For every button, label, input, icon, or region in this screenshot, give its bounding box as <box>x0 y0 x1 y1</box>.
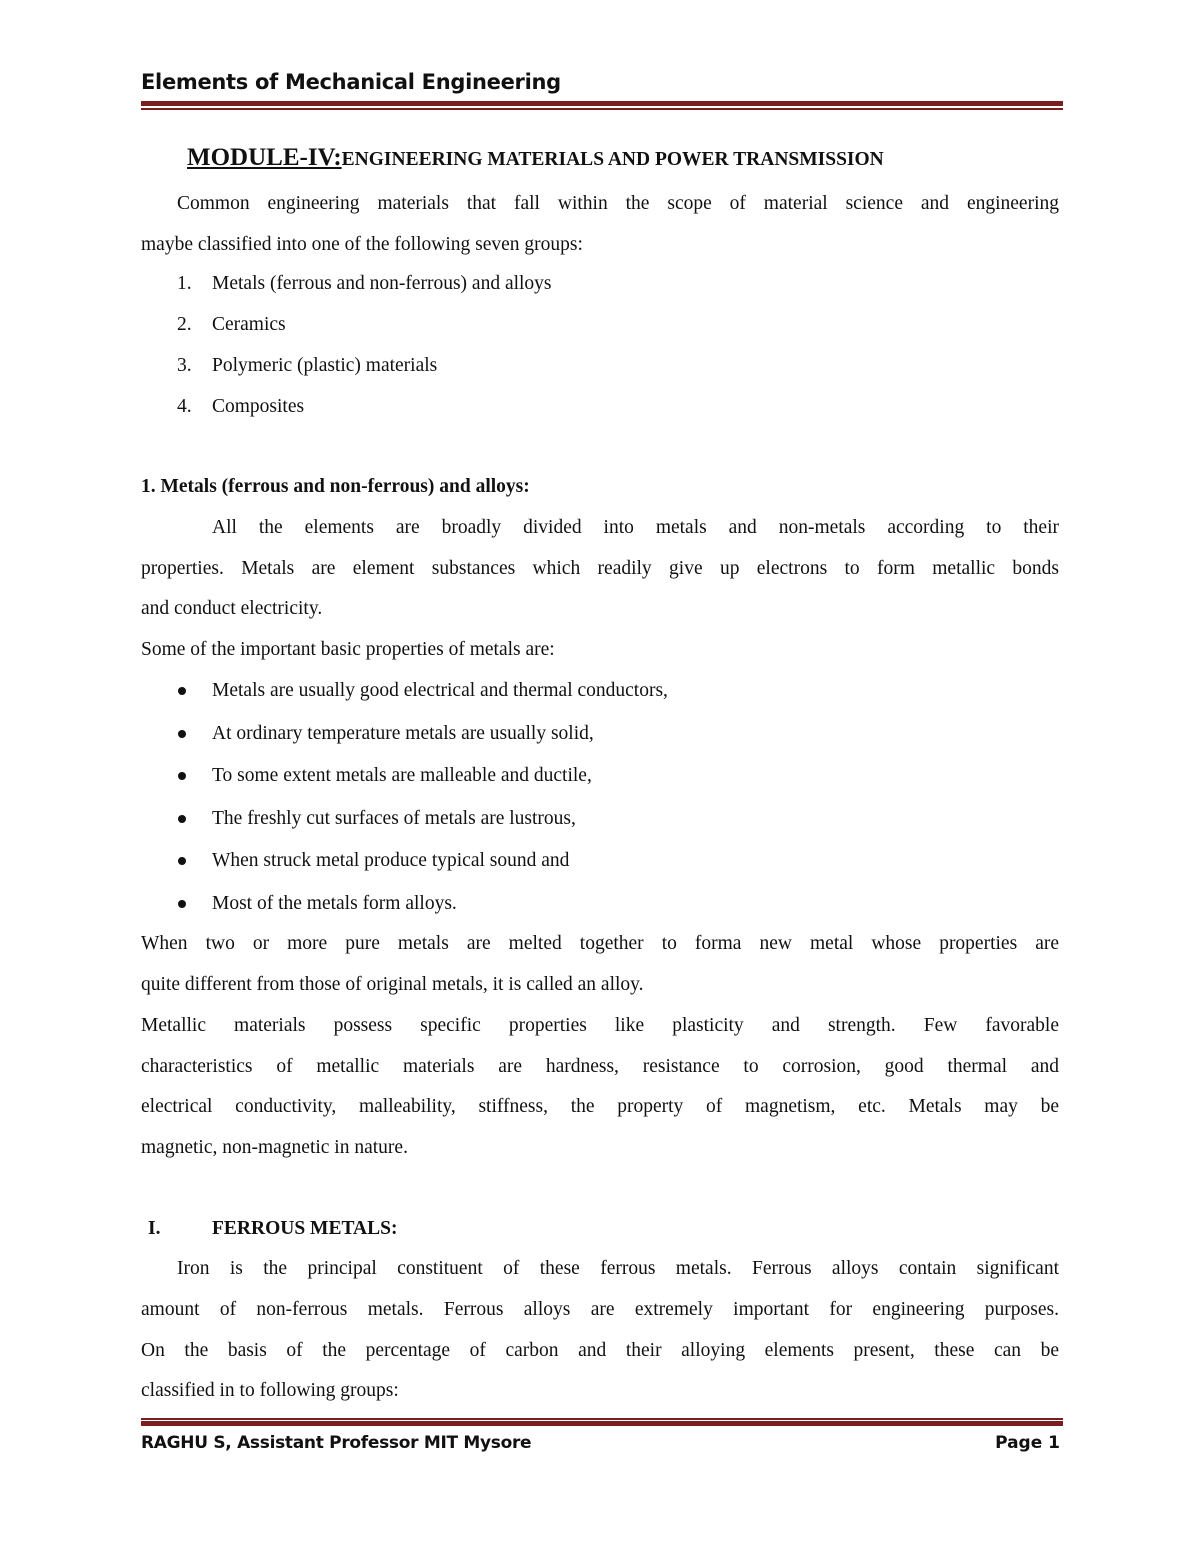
paragraph-line: magnetic, non-magnetic in nature. <box>141 1137 408 1158</box>
header-rule-thin <box>141 108 1063 110</box>
group-number: 4. <box>177 396 192 417</box>
paragraph-line: Metallic materials possess specific properties like plasticity and strength. Few favorable <box>141 1015 1059 1036</box>
footer-rule <box>141 1421 1063 1426</box>
list-item: Metals are usually good electrical and thermal conductors, <box>212 680 668 701</box>
paragraph-line: properties. Metals are element substances which readily give up electrons to form metallic bonds <box>141 558 1059 579</box>
paragraph-line: electrical conductivity, malleability, stiffness, the property of magnetism, etc. Metals may be <box>141 1096 1059 1117</box>
paragraph-line: classified in to following groups: <box>141 1380 399 1401</box>
list-item: When struck metal produce typical sound and <box>212 850 570 871</box>
group-number: 1. <box>177 273 192 294</box>
group-item: Metals (ferrous and non-ferrous) and alloys <box>212 273 552 294</box>
bullet-icon <box>178 772 186 780</box>
list-item: At ordinary temperature metals are usually solid, <box>212 723 594 744</box>
bullet-icon <box>178 900 186 908</box>
paragraph-line: and conduct electricity. <box>141 598 323 619</box>
intro-line-2: maybe classified into one of the following seven groups: <box>141 234 583 255</box>
bullet-icon <box>178 730 186 738</box>
paragraph-line: All the elements are broadly divided into metals and non-metals according to their <box>212 517 1059 538</box>
list-item: To some extent metals are malleable and ductile, <box>212 765 592 786</box>
group-item: Ceramics <box>212 314 286 335</box>
bullet-icon <box>178 815 186 823</box>
header-rule <box>141 101 1063 106</box>
paragraph-line: When two or more pure metals are melted together to forma new metal whose properties are <box>141 933 1059 954</box>
section-heading-metals: 1. Metals (ferrous and non-ferrous) and alloys: <box>141 476 530 497</box>
bullet-icon <box>178 857 186 865</box>
paragraph-line: On the basis of the percentage of carbon and their alloying elements present, these can be <box>141 1340 1059 1361</box>
group-item: Composites <box>212 396 305 417</box>
group-number: 2. <box>177 314 192 335</box>
paragraph-line: characteristics of metallic materials are hardness, resistance to corrosion, good thermal and <box>141 1056 1059 1077</box>
footer-rule-thin <box>141 1418 1063 1420</box>
module-heading <box>187 144 884 172</box>
paragraph-line: amount of non-ferrous metals. Ferrous alloys are extremely important for engineering purposes. <box>141 1299 1059 1320</box>
module-label: MODULE-IV: <box>187 144 342 171</box>
section-heading-ferrous: FERROUS METALS: <box>212 1218 398 1239</box>
paragraph-line: Iron is the principal constituent of these ferrous metals. Ferrous alloys contain significant <box>177 1258 1059 1279</box>
intro-line-1: Common engineering materials that fall within the scope of material science and engineering <box>177 193 1059 214</box>
list-item: Most of the metals form alloys. <box>212 893 457 914</box>
group-item: Polymeric (plastic) materials <box>212 355 438 376</box>
list-item: The freshly cut surfaces of metals are lustrous, <box>212 808 576 829</box>
footer-author: RAGHU S, Assistant Professor MIT Mysore <box>141 1433 532 1453</box>
ferrous-number: I. <box>148 1218 161 1239</box>
bullet-icon <box>178 687 186 695</box>
group-number: 3. <box>177 355 192 376</box>
paragraph-line: quite different from those of original metals, it is called an alloy. <box>141 974 644 995</box>
properties-intro: Some of the important basic properties of metals are: <box>141 639 555 660</box>
module-title: ENGINEERING MATERIALS AND POWER TRANSMISSION <box>341 149 884 170</box>
header-title: Elements of Mechanical Engineering <box>141 70 561 94</box>
page-number: Page 1 <box>995 1433 1060 1453</box>
